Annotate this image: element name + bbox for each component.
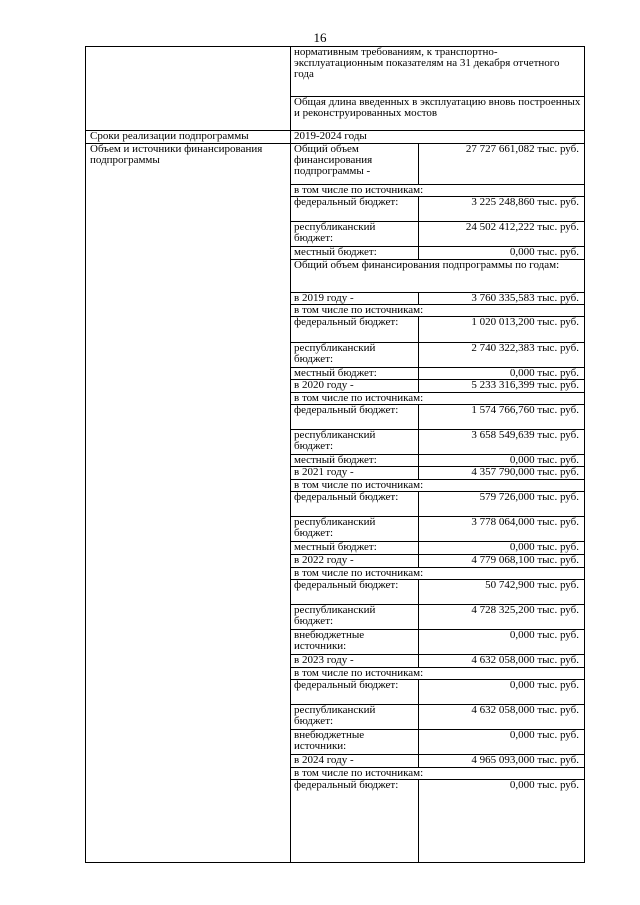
amount-row [291,654,584,667]
amount-row [291,367,584,379]
amount-value: 0,000 тыс. руб. [509,779,579,791]
amount-label: федеральный бюджет: [291,680,419,704]
amount-label: в 2023 году - [291,655,419,667]
amount-row [291,754,584,767]
amount-value: 3 225 248,860 тыс. руб. [471,196,579,208]
amount-label: местный бюджет: [291,247,419,259]
amount-value: 2 740 322,383 тыс. руб. [471,342,579,354]
row-text: в том числе по источникам: [294,392,424,404]
amount-label: республиканский бюджет: [291,343,419,367]
amount-row [291,554,584,567]
amount-value: 0,000 тыс. руб. [509,679,579,691]
amount-value: 0,000 тыс. руб. [509,541,579,553]
text-row [291,479,584,491]
amount-row [291,704,584,729]
amount-row [291,316,584,342]
amount-value: 4 728 325,200 тыс. руб. [471,604,579,616]
amount-row [291,491,584,516]
amount-row [291,679,584,704]
amount-label: республиканский бюджет: [291,430,419,454]
row-text: в том числе по источникам: [294,184,424,196]
amount-value: 1 020 013,200 тыс. руб. [471,316,579,328]
amount-label: республиканский бюджет: [291,222,419,246]
amount-label: Общий объем финансирования подпрограммы - [291,144,419,184]
parameter-cell [86,46,290,130]
amount-row [291,292,584,304]
amount-row [291,466,584,479]
amount-label: федеральный бюджет: [291,492,419,516]
amount-row [291,604,584,629]
text-row [291,767,584,779]
amount-value: 0,000 тыс. руб. [509,454,579,466]
amount-label: в 2024 году - [291,755,419,767]
amount-value: 579 726,000 тыс. руб. [479,491,579,503]
amount-value: 4 779 068,100 тыс. руб. [471,554,579,566]
row-text: Общая длина введенных в эксплуатацию вновь построенных и реконструированных мостов [294,96,581,119]
amount-value: 5 233 316,399 тыс. руб. [471,379,579,391]
amount-row [291,541,584,554]
amount-label: в 2021 году - [291,467,419,479]
amount-row [291,729,584,754]
amount-row [291,196,584,221]
amount-row [291,379,584,392]
amount-value: 27 727 661,082 тыс. руб. [465,143,579,155]
row-text: в том числе по источникам: [294,667,424,679]
subprogram-passport-table [85,46,585,863]
amount-label: в 2020 году - [291,380,419,392]
row-text: в том числе по источникам: [294,767,424,779]
parameter-cell: Сроки реализации подпрограммы [86,130,290,143]
amount-value: 3 760 335,583 тыс. руб. [471,292,579,304]
amount-label: федеральный бюджет: [291,405,419,429]
text-row [291,184,584,196]
value-column [291,46,584,862]
amount-label: в 2019 году - [291,293,419,304]
row-text: Общий объем финансирования подпрограммы по годам: [294,259,560,271]
amount-row [291,143,584,184]
amount-row [291,579,584,604]
text-row [291,667,584,679]
amount-label: местный бюджет: [291,455,419,466]
amount-label: местный бюджет: [291,542,419,554]
amount-value: 4 357 790,000 тыс. руб. [471,466,579,478]
row-text: 2019-2024 годы [294,130,367,142]
text-row [291,96,584,130]
amount-value: 4 632 058,000 тыс. руб. [471,704,579,716]
amount-row [291,404,584,429]
text-row [291,304,584,316]
text-row [291,130,584,143]
amount-value: 3 778 064,000 тыс. руб. [471,516,579,528]
row-text: в том числе по источникам: [294,304,424,316]
amount-value: 4 965 093,000 тыс. руб. [471,754,579,766]
amount-row [291,454,584,466]
amount-value: 4 632 058,000 тыс. руб. [471,654,579,666]
amount-row [291,629,584,654]
amount-label: республиканский бюджет: [291,605,419,629]
amount-row [291,429,584,454]
amount-row [291,779,584,863]
amount-value: 0,000 тыс. руб. [509,367,579,379]
amount-value: 1 574 766,760 тыс. руб. [471,404,579,416]
amount-label: федеральный бюджет: [291,317,419,342]
amount-value: 0,000 тыс. руб. [509,729,579,741]
amount-row [291,246,584,259]
amount-value: 3 658 549,639 тыс. руб. [471,429,579,441]
amount-label: республиканский бюджет: [291,705,419,729]
amount-label: федеральный бюджет: [291,580,419,604]
amount-label: федеральный бюджет: [291,197,419,221]
text-row [291,259,584,292]
amount-row [291,516,584,541]
page-number: 16 [313,30,327,45]
amount-value: 50 742,900 тыс. руб. [485,579,579,591]
amount-label: внебюджетные источники: [291,630,419,654]
row-text: в том числе по источникам: [294,567,424,579]
amount-label: федеральный бюджет: [291,780,419,863]
amount-label: в 2022 году - [291,555,419,567]
amount-label: внебюджетные источники: [291,730,419,754]
amount-row [291,342,584,367]
amount-value: 24 502 412,222 тыс. руб. [465,221,579,233]
amount-value: 0,000 тыс. руб. [509,629,579,641]
amount-row [291,221,584,246]
amount-label: местный бюджет: [291,368,419,379]
amount-label: республиканский бюджет: [291,517,419,541]
row-text: нормативным требованиям, к транспортно-эксплуатационным показателям на 31 декабря отчетного года [294,46,560,80]
text-row [291,46,584,96]
parameter-column [86,46,291,862]
text-row [291,567,584,579]
text-row [291,392,584,404]
amount-value: 0,000 тыс. руб. [509,246,579,258]
row-text: в том числе по источникам: [294,479,424,491]
parameter-cell: Объем и источники финансирования подпрограммы [86,143,290,863]
